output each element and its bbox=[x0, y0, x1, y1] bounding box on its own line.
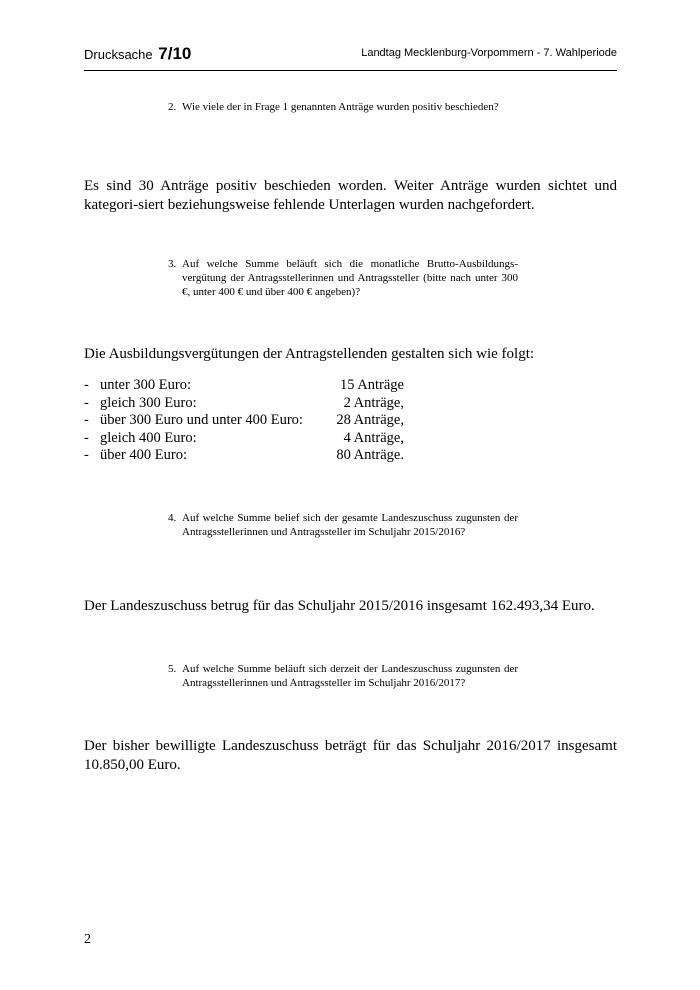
list-item-count: 28 Anträge, bbox=[336, 412, 404, 428]
question-3-text: Auf welche Summe beläuft sich die monatliche Brutto-Ausbildungs-vergütung der Antragsstellerinnen und Antragssteller (bitte nach unter 300 €, unter 400 € und über 400 € angeben)? bbox=[182, 258, 518, 298]
list-item bbox=[84, 430, 404, 448]
question-4-number: 4. bbox=[168, 512, 177, 524]
list-item-label: gleich 300 Euro: bbox=[100, 394, 197, 411]
question-3-number: 3. bbox=[168, 258, 177, 270]
list-item-label: über 400 Euro: bbox=[100, 447, 187, 463]
question-5 bbox=[168, 662, 518, 690]
question-3 bbox=[168, 257, 518, 299]
header-label: Drucksache bbox=[84, 47, 153, 62]
answer-3-intro: Die Ausbildungsvergütungen der Antragstellenden gestalten sich wie folgt: bbox=[84, 346, 535, 362]
question-4 bbox=[168, 511, 518, 539]
list-dash: - bbox=[84, 429, 89, 446]
question-4-text: Auf welche Summe belief sich der gesamte Landeszuschuss zugunsten der Antragsstellerinnen und Antragssteller im Schuljahr 2015/2016? bbox=[182, 512, 518, 538]
question-2 bbox=[168, 100, 518, 114]
training-allowance-list bbox=[84, 377, 404, 465]
list-item-count: 2 Anträge, bbox=[343, 394, 404, 411]
list-item bbox=[84, 395, 404, 413]
list-item-label: über 300 Euro und unter 400 Euro: bbox=[100, 412, 303, 428]
list-dash: - bbox=[84, 412, 89, 428]
question-2-text: Wie viele der in Frage 1 genannten Anträge wurden positiv beschieden? bbox=[182, 101, 499, 113]
answer-4: Der Landeszuschuss betrug für das Schuljahr 2015/2016 insgesamt 162.493,34 Euro. bbox=[84, 598, 595, 614]
question-2-number: 2. bbox=[168, 101, 177, 113]
answer-5: Der bisher bewilligte Landeszuschuss beträgt für das Schuljahr 2016/2017 insgesamt 10.850,00 Euro. bbox=[84, 738, 617, 773]
answer-2: Es sind 30 Anträge positiv beschieden worden. Weiter Anträge wurden sichtet und kategori-siert beziehungsweise fehlende Unterlagen wurden nachgefordert. bbox=[84, 178, 617, 213]
header-parliament: Landtag Mecklenburg-Vorpommern - 7. Wahlperiode bbox=[361, 47, 617, 59]
list-dash: - bbox=[84, 447, 89, 463]
list-item-label: unter 300 Euro: bbox=[100, 377, 192, 393]
list-item-count: 4 Anträge, bbox=[343, 429, 404, 446]
list-item-count: 15 Anträge bbox=[339, 377, 404, 393]
question-5-number: 5. bbox=[168, 663, 177, 675]
header-document-reference bbox=[84, 44, 191, 64]
list-dash: - bbox=[84, 377, 89, 393]
list-item-count: 80 Anträge. bbox=[336, 447, 404, 463]
list-dash: - bbox=[84, 394, 89, 411]
list-item bbox=[84, 447, 404, 465]
page-number: 2 bbox=[84, 932, 91, 947]
question-5-text: Auf welche Summe beläuft sich derzeit der Landeszuschuss zugunsten der Antragsstellerinnen und Antragssteller im Schuljahr 2016/2017? bbox=[182, 663, 518, 689]
list-item bbox=[84, 377, 404, 395]
header-divider bbox=[84, 70, 617, 71]
list-item-label: gleich 400 Euro: bbox=[100, 429, 197, 446]
header-doc-number: 7/10 bbox=[158, 44, 192, 63]
list-item bbox=[84, 412, 404, 430]
